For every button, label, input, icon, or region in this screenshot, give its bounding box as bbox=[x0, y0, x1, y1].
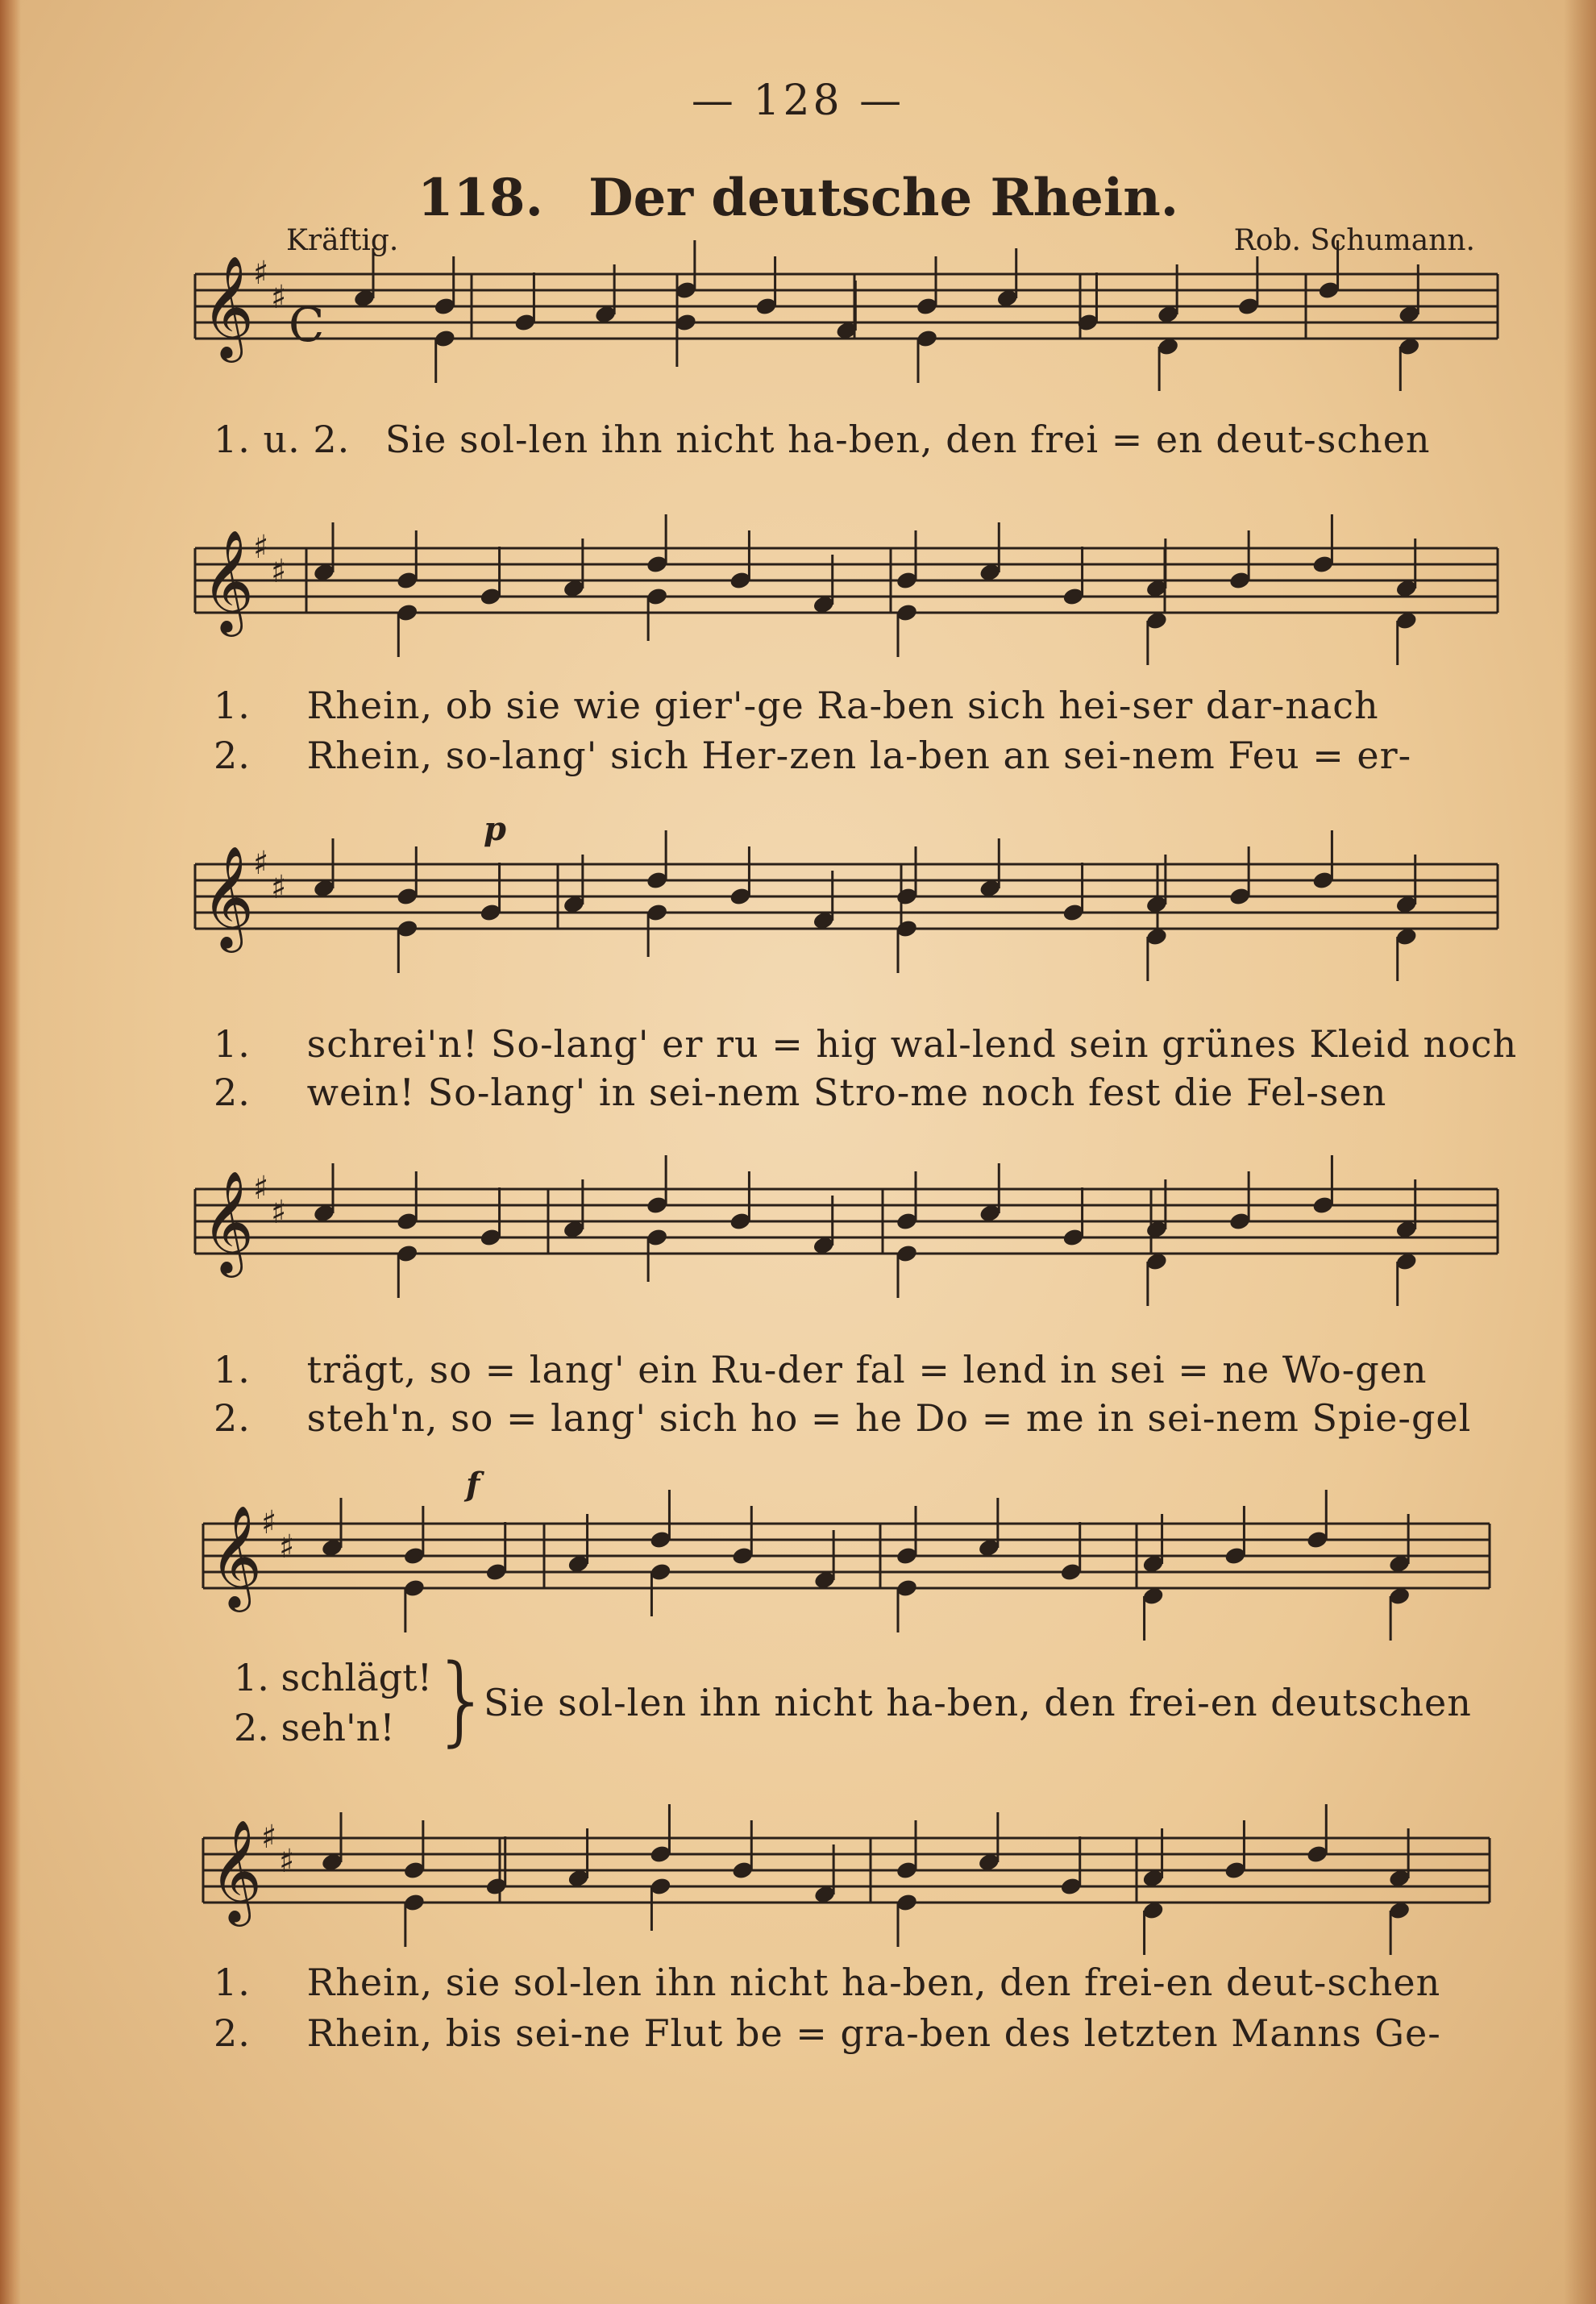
lyric-text: Sie sol-len ihn nicht ha-ben, den frei = en deut-schen bbox=[384, 418, 1431, 461]
lyric-text: trägt, so = lang' ein Ru-der fal = lend in sei = ne Wo-gen bbox=[306, 1348, 1428, 1391]
song-title: Der deutsche Rhein. bbox=[588, 168, 1179, 228]
dynamic-forte: f bbox=[466, 1466, 480, 1503]
svg-text:♯: ♯ bbox=[279, 1843, 295, 1880]
svg-text:𝄞: 𝄞 bbox=[202, 1170, 255, 1273]
svg-text:𝄞: 𝄞 bbox=[202, 255, 255, 358]
lyric-text: Rhein, so-lang' sich Her-zen la-ben an sei-nem Feu = er- bbox=[306, 734, 1412, 777]
lyric-line bbox=[214, 1348, 1487, 1391]
lyric-text: Sie sol-len ihn nicht ha-ben, den frei-en deutschen bbox=[484, 1681, 1472, 1724]
verse-number: 1. bbox=[214, 684, 251, 727]
svg-text:♯: ♯ bbox=[279, 1528, 295, 1566]
page-number: — 128 — bbox=[691, 77, 905, 125]
svg-text:♯: ♯ bbox=[253, 255, 269, 292]
lyric-text: schrei'n! So-lang' er ru = hig wal-lend sein grünes Kleid noch bbox=[306, 1022, 1518, 1066]
verse-number: 1. bbox=[214, 1961, 251, 2004]
lyric-line bbox=[214, 734, 1487, 777]
svg-text:𝄞: 𝄞 bbox=[202, 845, 255, 948]
lyric-text: steh'n, so = lang' sich ho = he Do = me in sei-nem Spie-gel bbox=[306, 1396, 1472, 1440]
lyric-text: wein! So-lang' in sei-nem Stro-me noch fest die Fel-sen bbox=[306, 1071, 1387, 1114]
verse-ending-2: 2. seh'n! bbox=[234, 1706, 395, 1749]
svg-text:♯: ♯ bbox=[261, 1819, 277, 1856]
svg-text:𝄞: 𝄞 bbox=[202, 529, 255, 632]
svg-text:♯: ♯ bbox=[253, 845, 269, 882]
tempo-marking: Kräftig. bbox=[286, 224, 399, 257]
braced-verse-endings bbox=[234, 1653, 432, 1753]
verse-number: 2. bbox=[214, 1071, 251, 1114]
page-edge-left bbox=[0, 0, 21, 2304]
curly-brace: } bbox=[431, 1645, 493, 1757]
lyric-text: Rhein, ob sie wie gier'-ge Ra-ben sich hei-ser dar-nach bbox=[306, 684, 1379, 727]
song-title-row bbox=[0, 168, 1596, 228]
lyric-text: Rhein, sie sol-len ihn nicht ha-ben, den frei-en deut-schen bbox=[306, 1961, 1441, 2004]
lyric-line bbox=[214, 684, 1487, 727]
verse-number: 1. bbox=[214, 1022, 251, 1066]
composer: Rob. Schumann. bbox=[1233, 224, 1475, 257]
verse-number: 1. bbox=[214, 1348, 251, 1391]
svg-text:♯: ♯ bbox=[261, 1504, 277, 1541]
lyric-line bbox=[214, 1961, 1487, 2004]
page-edge-right bbox=[1564, 0, 1596, 2304]
song-number: 118. bbox=[417, 168, 543, 228]
svg-text:♯: ♯ bbox=[253, 529, 269, 566]
svg-text:C: C bbox=[289, 297, 325, 352]
svg-text:♯: ♯ bbox=[271, 1194, 287, 1231]
lyric-line bbox=[214, 1396, 1487, 1440]
lyric-line bbox=[214, 1071, 1487, 1114]
lyric-text: Rhein, bis sei-ne Flut be = gra-ben des letzten Manns Ge- bbox=[306, 2011, 1441, 2055]
svg-text:♯: ♯ bbox=[271, 279, 287, 316]
lyric-line bbox=[214, 418, 1487, 461]
svg-text:♯: ♯ bbox=[271, 553, 287, 590]
verse-number: 2. bbox=[214, 1396, 251, 1440]
svg-text:♯: ♯ bbox=[271, 869, 287, 906]
verse-ending-1: 1. schlägt! bbox=[234, 1656, 433, 1699]
svg-text:𝄞: 𝄞 bbox=[210, 1504, 263, 1607]
verse-number: 2. bbox=[214, 734, 251, 777]
verse-number: 2. bbox=[214, 2011, 251, 2055]
lyric-line bbox=[214, 2011, 1487, 2055]
dynamic-piano: p bbox=[484, 810, 506, 848]
lyric-line bbox=[214, 1022, 1518, 1066]
svg-text:♯: ♯ bbox=[253, 1170, 269, 1207]
svg-text:𝄞: 𝄞 bbox=[210, 1819, 263, 1922]
verse-number: 1. u. 2. bbox=[214, 418, 351, 461]
